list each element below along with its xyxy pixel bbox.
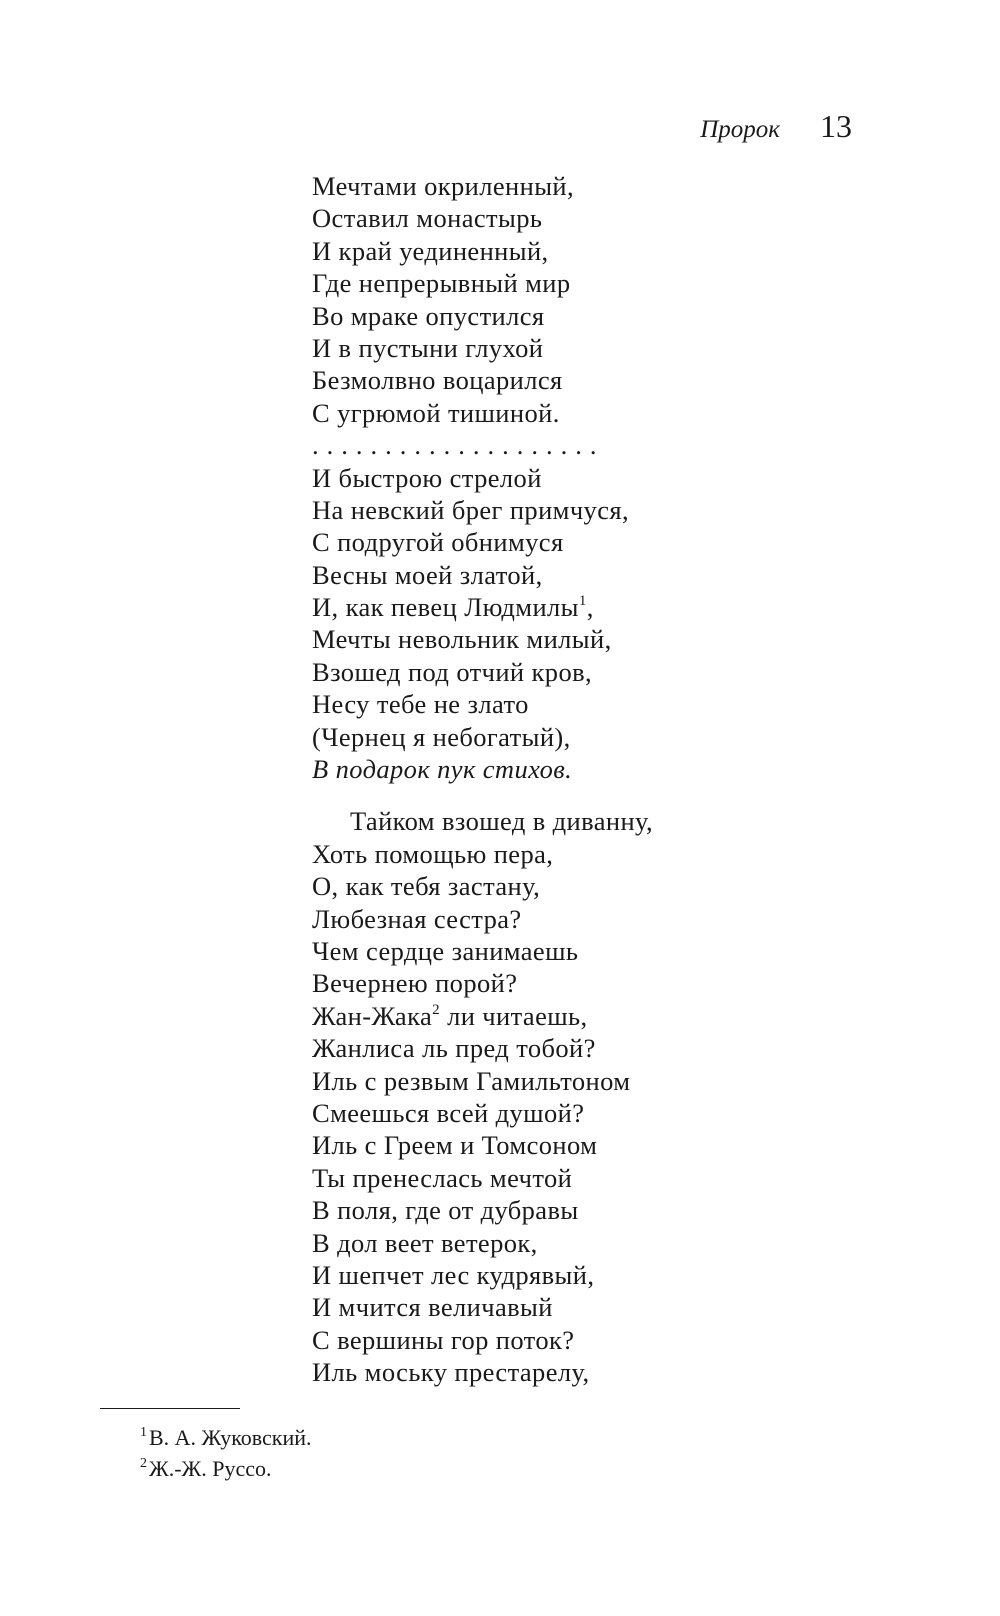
poem-line-text: В дол веет ветерок, — [312, 1227, 538, 1258]
footnote — [140, 1422, 312, 1453]
poem-line — [312, 300, 653, 332]
poem-line-text: Взошед под отчий кров, — [312, 656, 593, 687]
poem-line-text: Во мраке опустился — [312, 300, 545, 331]
poem-line — [312, 1000, 653, 1032]
poem-line — [312, 397, 653, 429]
poem-line — [312, 1065, 653, 1097]
poem-line-text: Иль моську престарелу, — [312, 1357, 590, 1388]
poem-line — [312, 1259, 653, 1291]
poem-line-text: В поля, где от дубравы — [312, 1195, 579, 1226]
poem-line — [312, 1356, 653, 1388]
poem-line — [312, 1097, 653, 1129]
poem-line-text: Смеешься всей душой? — [312, 1097, 585, 1128]
poem-line-text: С угрюмой тишиной. — [312, 397, 560, 428]
poem-line-text: Безмолвно воцарился — [312, 365, 563, 396]
poem-line — [312, 202, 653, 234]
poem-line — [312, 559, 653, 591]
poem-line-text: Весны моей златой, — [312, 559, 543, 590]
footnote — [140, 1453, 312, 1484]
poem-line-text: Тайком взошед в диванну, — [350, 806, 654, 837]
poem-line-text: Ты пренеслась мечтой — [312, 1162, 573, 1193]
stanza-2 — [312, 805, 653, 1388]
poem-line-text: И мчится величавый — [312, 1292, 553, 1323]
poem-line-text: Хоть помощью пера, — [312, 838, 554, 869]
poem-line-text: Жанлиса ль пред тобой? — [312, 1033, 596, 1064]
poem-line-text: Несу тебе не злато — [312, 689, 529, 720]
poem-line-text: С вершины гор поток? — [312, 1324, 575, 1355]
poem-line-text: .................... — [312, 430, 605, 461]
poem-line — [312, 805, 653, 837]
poem-line — [312, 235, 653, 267]
poem-line — [312, 838, 653, 870]
poem-line — [312, 462, 653, 494]
poem-line — [312, 1227, 653, 1259]
poem-line — [312, 1129, 653, 1161]
poem-line — [312, 870, 653, 902]
poem-line-text: Мечтами окриленный, — [312, 171, 575, 201]
poem-line — [312, 903, 653, 935]
poem-line-text: (Чернец я небогатый), — [312, 721, 571, 752]
stanza-gap — [312, 785, 653, 805]
footnotes — [140, 1422, 312, 1484]
poem-line — [312, 688, 653, 720]
poem-line-text: Жан-Жака — [312, 1000, 433, 1031]
poem-line — [312, 623, 653, 655]
poem-line — [312, 721, 653, 753]
poem-line-text-continued: , — [586, 592, 594, 623]
poem-line — [312, 1194, 653, 1226]
poem-line — [312, 753, 653, 785]
poem-line-text: И край уединенный, — [312, 235, 549, 266]
poem-line — [312, 656, 653, 688]
poem-line — [312, 1162, 653, 1194]
poem-line — [312, 267, 653, 299]
poem-line — [312, 494, 653, 526]
poem-line-text: Оставил монастырь — [312, 203, 543, 234]
page-number: 13 — [820, 108, 852, 144]
footnote-mark: 1 — [140, 1425, 147, 1440]
footnote-reference: 2 — [432, 1001, 441, 1018]
poem-line — [312, 526, 653, 558]
poem-line — [312, 429, 653, 461]
poem — [312, 170, 653, 1388]
poem-line-text: С подругой обнимуся — [312, 527, 564, 558]
poem-line-text: Любезная сестра? — [312, 903, 522, 934]
poem-line — [312, 1291, 653, 1323]
footnote-rule — [100, 1408, 240, 1409]
poem-line-text: Иль с Греем и Томсоном — [312, 1130, 598, 1161]
poem-line-text-continued: ли читаешь, — [440, 1000, 588, 1031]
poem-line — [312, 967, 653, 999]
poem-line-text: О, как тебя застану, — [312, 871, 541, 902]
footnote-mark: 2 — [140, 1456, 147, 1471]
poem-line — [312, 591, 653, 623]
poem-line-text: Мечты невольник милый, — [312, 624, 612, 655]
poem-line-text: На невский брег примчуся, — [312, 494, 629, 525]
running-head — [700, 108, 852, 145]
poem-line — [312, 170, 653, 202]
poem-line — [312, 332, 653, 364]
poem-line — [312, 1032, 653, 1064]
poem-line-text: И быстрою стрелой — [312, 462, 542, 493]
poem-line — [312, 1324, 653, 1356]
poem-line-text: Вечернею порой? — [312, 968, 518, 999]
poem-line-text: И в пустыни глухой — [312, 332, 544, 363]
footnote-text: В. А. Жуковский. — [149, 1425, 312, 1450]
poem-line-text: Иль с резвым Гамильтоном — [312, 1065, 631, 1096]
footnote-text: Ж.-Ж. Руссо. — [149, 1456, 272, 1481]
running-title: Пророк — [700, 116, 780, 143]
poem-line — [312, 364, 653, 396]
poem-line-text: И, как певец Людмилы — [312, 592, 579, 623]
poem-line-text: В подарок пук стихов. — [312, 754, 573, 785]
poem-line-text: Чем сердце занимаешь — [312, 935, 579, 966]
poem-line-text: И шепчет лес кудрявый, — [312, 1259, 595, 1290]
poem-line — [312, 935, 653, 967]
footnote-reference: 1 — [578, 593, 587, 610]
stanza-1 — [312, 170, 653, 785]
poem-line-text: Где непрерывный мир — [312, 268, 571, 299]
